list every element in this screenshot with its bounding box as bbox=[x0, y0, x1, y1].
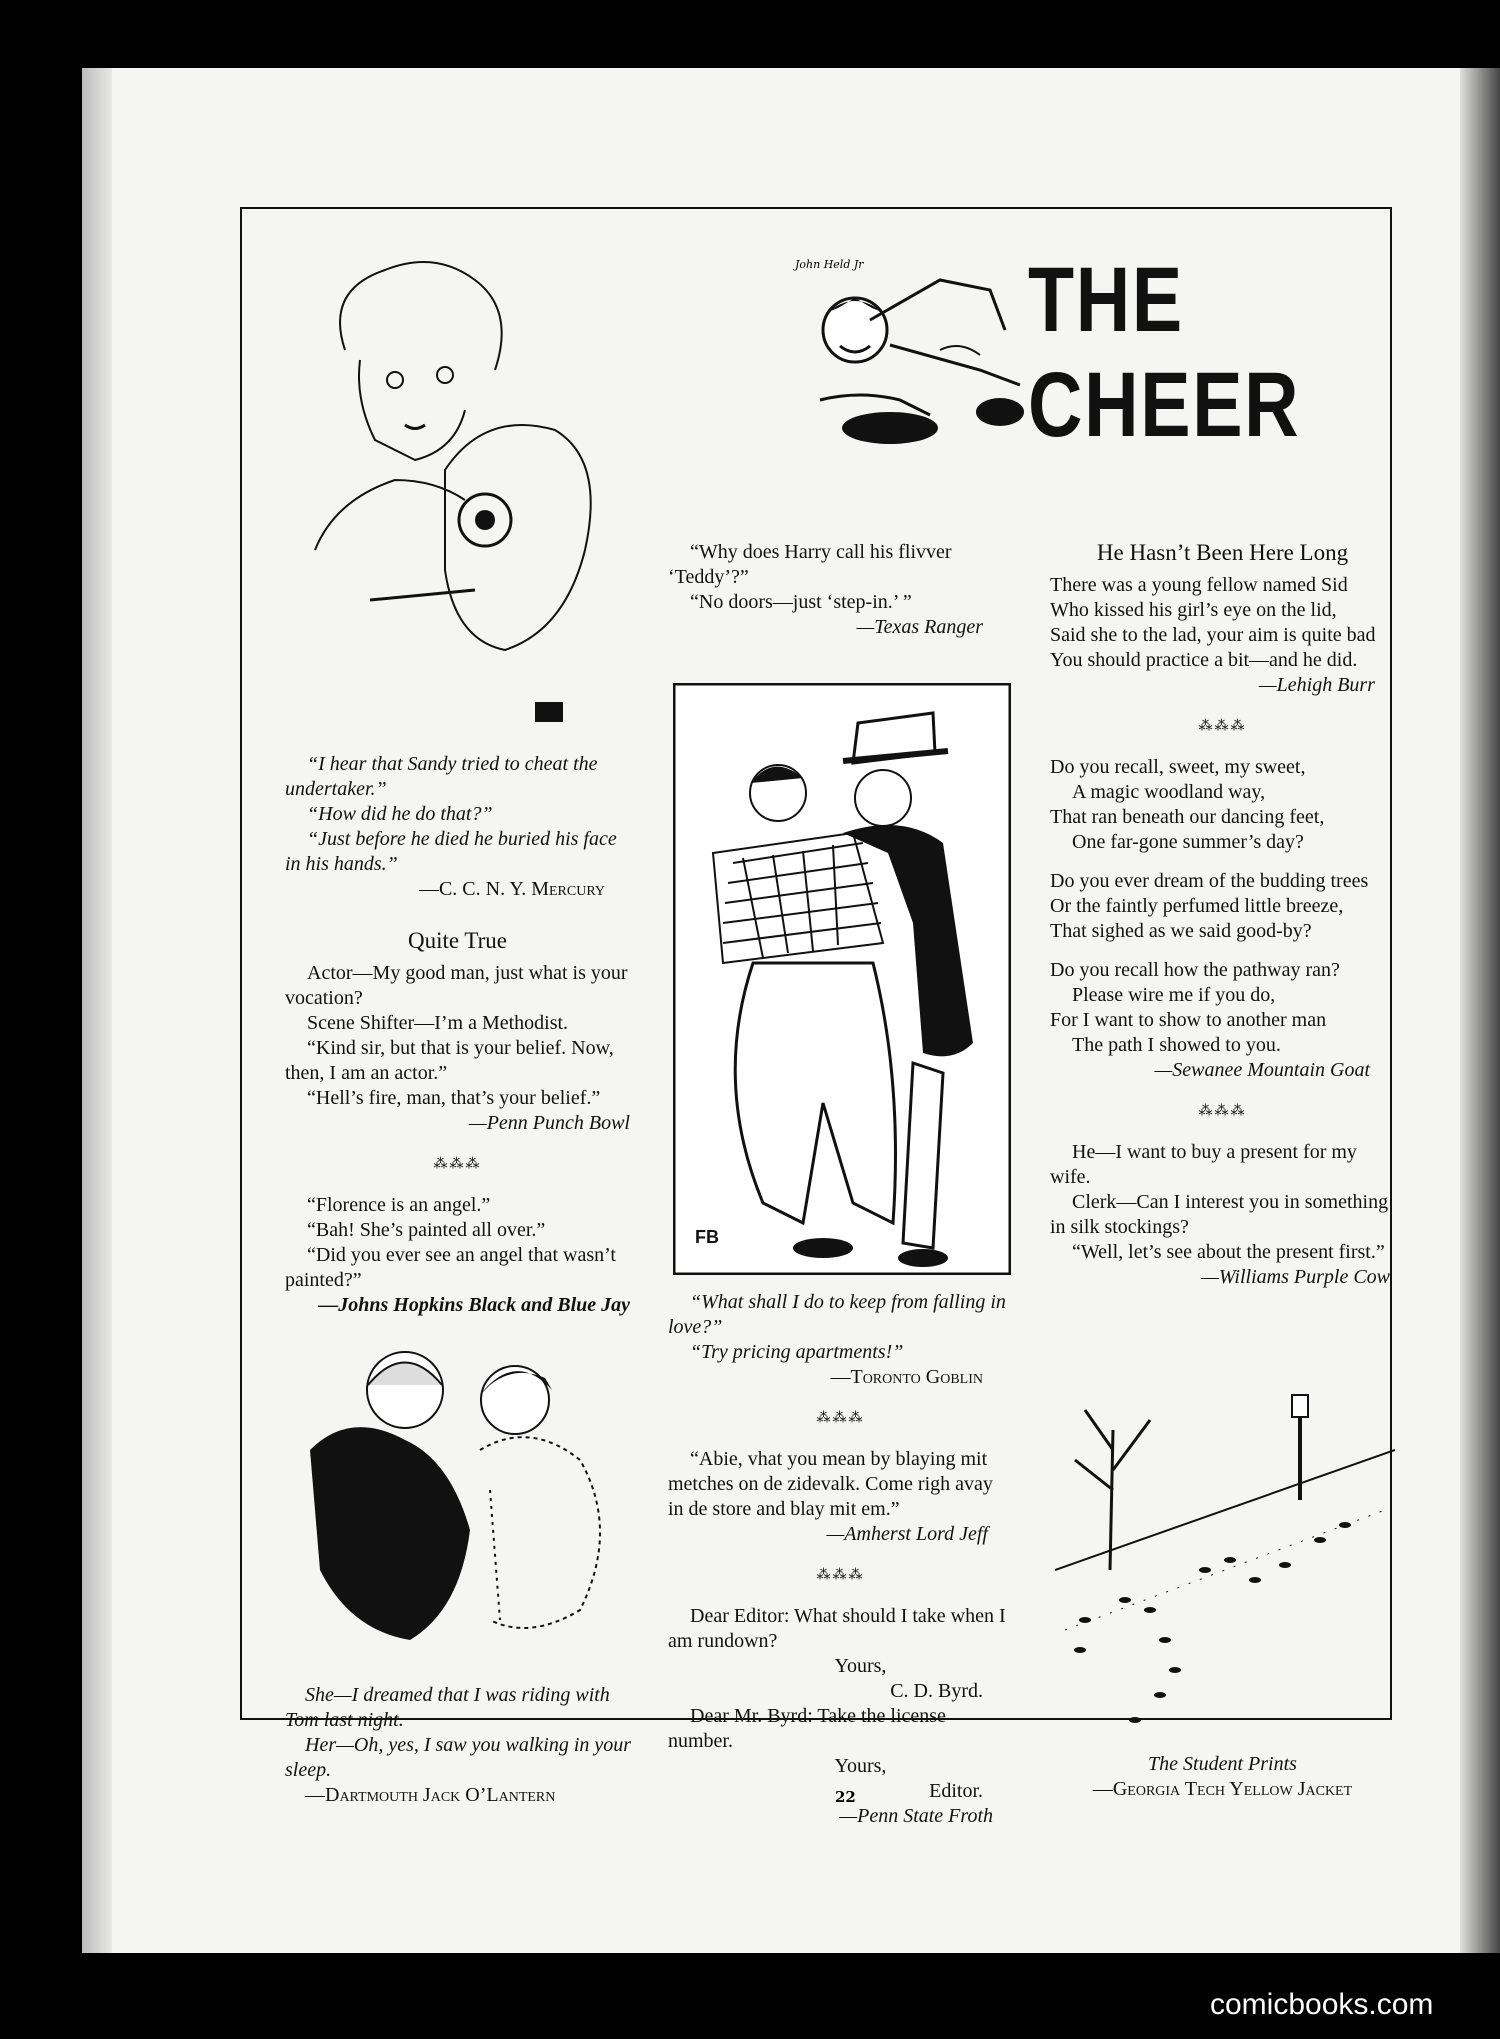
joke-line: “What shall I do to keep from falling in love?” bbox=[668, 1291, 1006, 1338]
poem-line: Do you recall how the pathway ran? bbox=[1050, 959, 1340, 981]
joke-line: “Kind sir, but that is your belief. Now, then, I am an actor.” bbox=[285, 1037, 614, 1084]
poem-line: Please wire me if you do, bbox=[1072, 984, 1276, 1006]
joke-line: “Did you ever see an angel that wasn’t painted?” bbox=[285, 1244, 616, 1291]
section-ornament: ⁂⁂⁂ bbox=[433, 1157, 482, 1172]
artist-monogram: FB bbox=[695, 1227, 719, 1247]
joke-line: C. D. Byrd. bbox=[890, 1680, 983, 1702]
joke-line: Her—Oh, yes, I saw you walking in your sleep. bbox=[285, 1734, 632, 1781]
joke-line: Dear Editor: What should I take when I am rundown? bbox=[668, 1605, 1006, 1652]
joke-line: “Abie, vhat you mean by blaying mit metches on de zidevalk. Come righ avay in de store and blay mit em.” bbox=[668, 1448, 993, 1520]
joke-source: —Penn State Froth bbox=[839, 1805, 993, 1827]
joke-source: —Toronto Goblin bbox=[830, 1366, 983, 1388]
joke-source: —Dartmouth Jack O’Lantern bbox=[305, 1784, 556, 1806]
women-in-furs-illustration bbox=[290, 1330, 640, 1670]
poem-line: One far-gone summer’s day? bbox=[1072, 831, 1304, 853]
poem-line: Or the faintly perfumed little breeze, bbox=[1050, 895, 1344, 917]
joke-source: —Amherst Lord Jeff bbox=[826, 1523, 988, 1545]
col1-item4 bbox=[285, 1683, 640, 1808]
limerick-line: You should practice a bit—and he did. bbox=[1050, 649, 1358, 671]
col1-item2 bbox=[285, 928, 630, 1318]
section-ornament: ⁂⁂⁂ bbox=[816, 1568, 865, 1583]
poem-line: For I want to show to another man bbox=[1050, 1009, 1327, 1031]
cheer-signature: John Held Jr bbox=[795, 258, 864, 271]
poem-line: The path I showed to you. bbox=[1072, 1034, 1281, 1056]
joke-line: “How did he do that?” bbox=[307, 803, 493, 825]
col3-item4 bbox=[1050, 1752, 1395, 1802]
poem-line: That ran beneath our dancing feet, bbox=[1050, 806, 1325, 828]
joke-line: Dear Mr. Byrd: Take the license number. bbox=[668, 1705, 946, 1752]
joke-line: Scene Shifter—I’m a Methodist. bbox=[307, 1012, 569, 1034]
section-ornament: ⁂⁂⁂ bbox=[1198, 1104, 1247, 1119]
joke-heading: He Hasn’t Been Here Long bbox=[1096, 540, 1349, 565]
joke-line: “Why does Harry call his flivver ‘Teddy’?” bbox=[668, 541, 952, 588]
section-ornament: ⁂⁂⁂ bbox=[816, 1411, 865, 1426]
joke-source: —Georgia Tech Yellow Jacket bbox=[1092, 1778, 1353, 1800]
joke-line: “No doors—just ‘step-in.’ ” bbox=[690, 591, 912, 613]
cartoon-caption: The Student Prints bbox=[1148, 1753, 1297, 1775]
page-right-edge bbox=[1460, 68, 1500, 1953]
page-number: 22 bbox=[835, 1788, 856, 1806]
joke-heading: Quite True bbox=[407, 928, 508, 953]
dancing-couple-illustration bbox=[673, 683, 1011, 1275]
joke-line: Clerk—Can I interest you in something in silk stockings? bbox=[1050, 1191, 1389, 1238]
joke-source: —Texas Ranger bbox=[856, 616, 983, 638]
joke-line: “I hear that Sandy tried to cheat the undertaker.” bbox=[285, 753, 598, 800]
joke-line: “Try pricing apartments!” bbox=[690, 1341, 904, 1363]
joke-line: Editor. bbox=[929, 1780, 983, 1802]
poem-line: Do you ever dream of the budding trees bbox=[1050, 870, 1369, 892]
limerick-line: Who kissed his girl’s eye on the lid, bbox=[1050, 599, 1337, 621]
col3-item1 bbox=[1050, 540, 1395, 1290]
page-binding-edge bbox=[82, 68, 112, 1953]
joke-line: “Florence is an angel.” bbox=[307, 1194, 491, 1216]
joke-source: —Johns Hopkins Black and Blue Jay bbox=[318, 1294, 630, 1316]
joke-line: “Well, let’s see about the present first.” bbox=[1072, 1241, 1385, 1263]
limerick-line: Said she to the lad, your aim is quite bad bbox=[1050, 624, 1376, 646]
col2-item2 bbox=[668, 1290, 1013, 1829]
site-watermark: comicbooks.com bbox=[1210, 1988, 1434, 2021]
joke-source: —Lehigh Burr bbox=[1258, 674, 1375, 696]
joke-line: Yours, bbox=[834, 1755, 887, 1777]
couple-faces-illustration bbox=[285, 250, 605, 730]
joke-line: She—I dreamed that I was riding with Tom last night. bbox=[285, 1684, 610, 1731]
joke-source: —C. C. N. Y. Mercury bbox=[418, 878, 605, 900]
joke-line: “Bah! She’s painted all over.” bbox=[307, 1219, 546, 1241]
joke-line: “Hell’s fire, man, that’s your belief.” bbox=[307, 1087, 601, 1109]
col1-item1 bbox=[285, 752, 625, 902]
col2-item1 bbox=[668, 540, 1013, 640]
section-ornament: ⁂⁂⁂ bbox=[1198, 719, 1247, 734]
poem-line: Do you recall, sweet, my sweet, bbox=[1050, 756, 1306, 778]
joke-line: Actor—My good man, just what is your vocation? bbox=[285, 962, 628, 1009]
footprints-path-illustration bbox=[1055, 1390, 1395, 1750]
joke-line: Yours, bbox=[834, 1655, 887, 1677]
joke-source: —Williams Purple Cow bbox=[1201, 1266, 1390, 1288]
joke-line: “Just before he died he buried his face in his hands.” bbox=[285, 828, 617, 875]
cheer-dancer-illustration bbox=[780, 250, 1030, 490]
poem-line: That sighed as we said good-by? bbox=[1050, 920, 1312, 942]
poem-line: A magic woodland way, bbox=[1072, 781, 1266, 803]
joke-source: —Penn Punch Bowl bbox=[468, 1112, 630, 1134]
limerick-line: There was a young fellow named Sid bbox=[1050, 574, 1348, 596]
page-title: THE CHEER bbox=[1028, 249, 1301, 456]
joke-source: —Sewanee Mountain Goat bbox=[1154, 1059, 1370, 1081]
joke-line: He—I want to buy a present for my wife. bbox=[1050, 1141, 1357, 1188]
